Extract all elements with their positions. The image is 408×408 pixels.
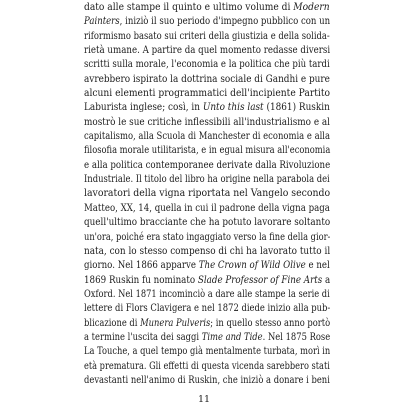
- text-segment: lettere di Flors Clavigera e nel 1872 diede inizio alla pub-: [84, 302, 331, 315]
- italic-title: The Crown of Wild Olive: [198, 259, 306, 272]
- text-segment: . Nel 1875 Rose: [262, 330, 331, 343]
- italic-title: Unto this last: [202, 101, 264, 114]
- text-segment: blicazione di: [84, 316, 141, 329]
- text-segment: Oxford. Nel 1871 incominciò a dare alle stampe la serie di: [84, 287, 330, 300]
- text-segment: a termine l'uscita dei saggi: [84, 330, 202, 343]
- text-segment: mostrò le sue critiche inflessibili all'industrialismo e al: [84, 115, 331, 128]
- text-line: [84, 244, 331, 258]
- text-segment: Matteo, XX, 14, quella in cui il padrone della vigna paga: [84, 201, 330, 214]
- page-number: 11: [197, 394, 211, 405]
- text-line: [84, 373, 330, 387]
- text-segment: Laburista inglese; così, in: [84, 101, 203, 114]
- text-segment: La Touche, a quel tempo già mentalmente turbata, morì in: [84, 345, 331, 358]
- text-line: [84, 316, 331, 330]
- text-segment: quell'ultimo bracciante che ha potuto lavorare soltanto: [84, 216, 331, 229]
- text-segment: (1861) Ruskin: [263, 101, 330, 114]
- text-segment: età prematura. Gli effetti di questa vicenda sarebbero stati: [84, 359, 330, 372]
- text-line: [84, 72, 330, 86]
- text-segment: giorno. Nel 1866 apparve: [84, 259, 199, 272]
- text-line: [84, 258, 330, 272]
- text-line: [84, 0, 330, 14]
- text-segment: avrebbero ispirato la dottrina sociale di Gandhi e pure: [84, 72, 330, 85]
- text-segment: dato alle stampe il quinto e ultimo volume di: [84, 1, 294, 13]
- text-segment: ; in quello stesso anno portò: [210, 316, 331, 329]
- text-line: [84, 158, 331, 172]
- text-line: [84, 330, 331, 344]
- text-segment: filosofia morale utilitarista, e in egual misura all'economia: [84, 144, 331, 157]
- text-segment: a: [322, 273, 331, 286]
- text-line: [84, 186, 331, 200]
- text-line: [84, 230, 331, 244]
- italic-title: Munera Pulveris: [140, 316, 211, 329]
- text-segment: e alla politica contemporanee derivate dalla Rivoluzione: [84, 158, 331, 171]
- text-line: [84, 86, 330, 100]
- text-segment: Industriale. Il titolo del libro ha origine nella parabola dei: [84, 173, 330, 186]
- text-line: [84, 201, 330, 215]
- text-segment: 1869 Ruskin fu nominato: [84, 273, 198, 286]
- text-segment: riformismo basato sui criteri della giustizia e della solida-: [84, 29, 330, 42]
- text-segment: rietà umane. A partire da quel momento redasse diversi: [84, 44, 331, 57]
- text-line: [84, 43, 331, 57]
- italic-title: Time and Tide: [201, 330, 263, 343]
- text-segment: lavoratori della vigna riportata nel Vangelo secondo: [84, 187, 331, 200]
- text-line: [84, 57, 330, 71]
- text-segment: un'ora, poiché era stato ingaggiato verso la fine della gior-: [84, 230, 331, 243]
- text-segment: alcuni elementi programmatici dell'incipiente Partito: [84, 87, 330, 100]
- text-line: [84, 29, 330, 43]
- text-line: [84, 172, 330, 186]
- italic-title: Modern: [293, 1, 330, 13]
- body-text: [84, 0, 330, 387]
- text-segment: scritti sulla morale, l'economia e la politica che più tardi: [84, 58, 330, 71]
- text-segment: capitalismo, alla Scuola di Manchester di economia e alla: [84, 130, 331, 143]
- text-line: [84, 344, 331, 358]
- text-line: [84, 143, 331, 157]
- text-line: [84, 359, 330, 373]
- text-line: [84, 273, 331, 287]
- text-line: [84, 215, 331, 229]
- text-segment: nata, con lo stesso compenso di chi ha lavorato tutto il: [84, 244, 331, 257]
- text-line: [84, 100, 330, 114]
- text-line: [84, 129, 331, 143]
- text-line: [84, 115, 331, 129]
- italic-title: Painters: [84, 15, 120, 28]
- text-segment: devastanti nell'animo di Ruskin, che iniziò a donare i beni: [84, 373, 330, 386]
- text-line: [84, 301, 331, 315]
- italic-title: Slade Professor of Fine Arts: [197, 273, 323, 286]
- text-line: [84, 14, 331, 28]
- text-segment: e nel: [305, 259, 330, 272]
- text-line: [84, 287, 330, 301]
- text-segment: , iniziò il suo periodo d'impegno pubblico con un: [119, 15, 331, 28]
